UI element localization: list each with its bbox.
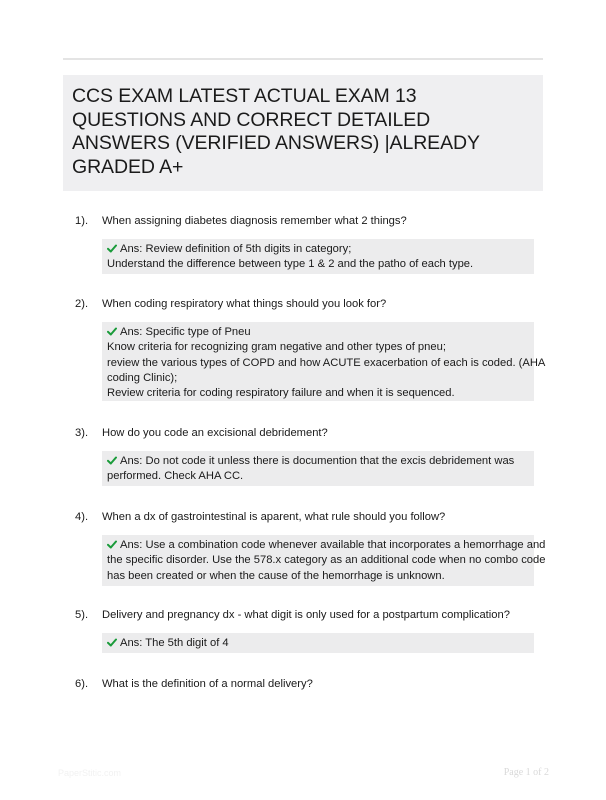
check-icon bbox=[107, 540, 117, 549]
answer-line: Ans: Do not code it unless there is documention that the excis debridement was bbox=[107, 454, 529, 469]
title-line: GRADED A+ bbox=[72, 155, 184, 178]
question-number: 1). bbox=[75, 215, 89, 227]
question-text: When coding respiratory what things should you look for? bbox=[102, 298, 387, 310]
page-number: Page 1 of 2 bbox=[503, 767, 549, 778]
answer-line: Ans: The 5th digit of 4 bbox=[107, 636, 529, 651]
question-text: What is the definition of a normal delivery? bbox=[102, 678, 313, 690]
answer-box bbox=[102, 239, 534, 274]
top-divider bbox=[63, 58, 543, 60]
question-number: 6). bbox=[75, 678, 89, 690]
answer-line: Know criteria for recognizing gram negative and other types of pneu; bbox=[107, 341, 446, 354]
answer-box bbox=[102, 633, 534, 653]
answer-box bbox=[102, 535, 546, 586]
check-icon bbox=[107, 638, 117, 647]
answer-box bbox=[102, 451, 534, 486]
answer-box bbox=[102, 322, 546, 401]
question-text: When a dx of gastrointestinal is aparent, what rule should you follow? bbox=[102, 511, 446, 523]
check-icon bbox=[107, 456, 117, 465]
question-text: How do you code an excisional debridement? bbox=[102, 427, 328, 439]
answer-line: Review criteria for coding respiratory failure and when it is sequenced. bbox=[107, 387, 455, 400]
check-icon bbox=[107, 327, 117, 336]
answer-line: Ans: Use a combination code whenever available that incorporates a hemorrhage and bbox=[107, 538, 529, 553]
question-number: 5). bbox=[75, 609, 89, 621]
question-text: When assigning diabetes diagnosis remember what 2 things? bbox=[102, 215, 407, 227]
footer-watermark: PaperStitic.com bbox=[58, 768, 122, 778]
answer-line: has been created or when the cause of the hemorrhage is unknown. bbox=[107, 569, 445, 582]
answer-line: performed. Check AHA CC. bbox=[107, 470, 244, 483]
question-text: Delivery and pregnancy dx - what digit is only used for a postpartum complication? bbox=[102, 609, 510, 621]
check-icon bbox=[107, 244, 117, 253]
document-title bbox=[72, 85, 533, 179]
question-number: 2). bbox=[75, 298, 89, 310]
answer-line: Ans: Specific type of Pneu bbox=[107, 325, 529, 340]
title-banner bbox=[63, 75, 543, 191]
question-number: 4). bbox=[75, 511, 89, 523]
answer-line: Understand the difference between type 1 & 2 and the patho of each type. bbox=[107, 258, 474, 271]
answer-line: coding Clinic); bbox=[107, 371, 178, 384]
title-line: CCS EXAM LATEST ACTUAL EXAM 13 bbox=[72, 85, 417, 107]
title-line: ANSWERS (VERIFIED ANSWERS) |ALREADY bbox=[72, 132, 480, 155]
answer-line: Ans: Review definition of 5th digits in category; bbox=[107, 242, 529, 257]
title-line: QUESTIONS AND CORRECT DETAILED bbox=[72, 108, 431, 131]
answer-line: review the various types of COPD and how ACUTE exacerbation of each is coded. (AHA bbox=[107, 356, 546, 369]
answer-line: the specific disorder. Use the 578.x category as an additional code when no combo code bbox=[107, 554, 546, 567]
question-number: 3). bbox=[75, 427, 89, 439]
